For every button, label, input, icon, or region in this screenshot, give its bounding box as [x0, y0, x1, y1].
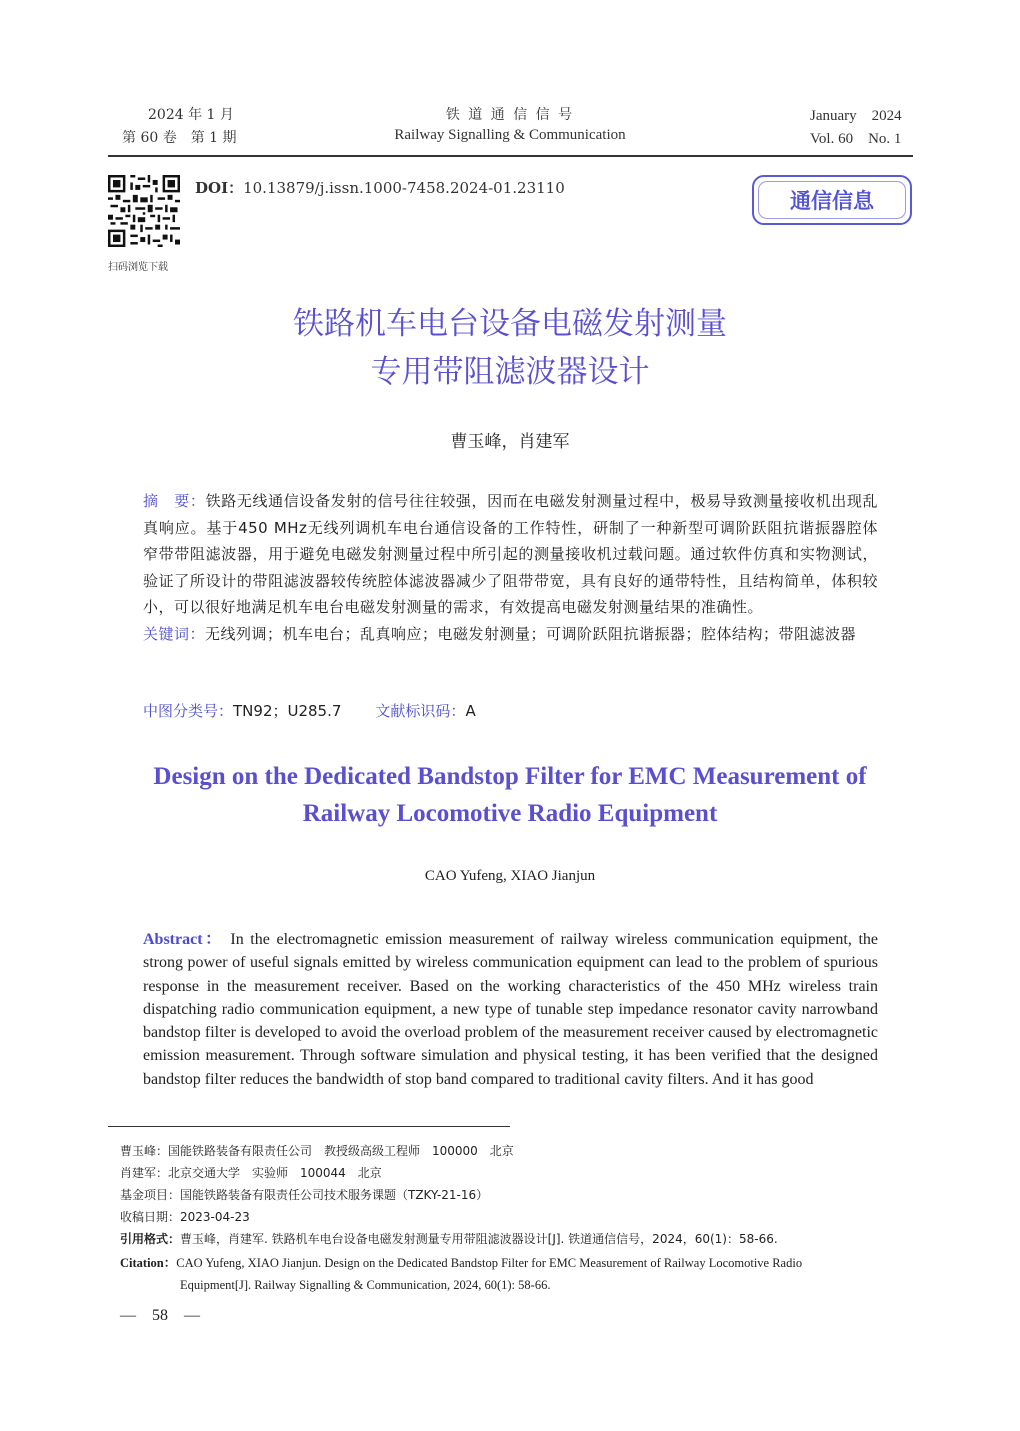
header-journal-en: Railway Signalling & Communication [394, 127, 626, 143]
title-en-line1: Design on the Dedicated Bandstop Filter for EMC Measurement of [153, 763, 867, 790]
title-en-line2: Railway Locomotive Radio Equipment [302, 800, 718, 827]
header-rule [108, 155, 913, 157]
cite-en-line2: Equipment[J]. Railway Signalling & Communication, 2024, 60(1): 58-66. [180, 1278, 551, 1292]
page-number: — 58 — [120, 1307, 201, 1324]
doi-line[interactable] [195, 177, 565, 198]
footnote-author2: 肖建军：北京交通大学 实验师 100044 北京 [120, 1166, 382, 1180]
title-cn-line1: 铁路机车电台设备电磁发射测量 [293, 306, 727, 342]
cite-cn-text: 曹玉峰，肖建军. 铁路机车电台设备电磁发射测量专用带阻滤波器设计[J]. 铁道通信信号，2024，60(1)：58-66. [180, 1232, 778, 1246]
header-date-en: January 2024 [810, 108, 902, 124]
cite-en-label: Citation： [120, 1256, 177, 1270]
abstract-en [143, 928, 878, 1091]
doi-label: DOI： [195, 179, 244, 197]
doc-code-label: 文献标识码： [375, 702, 466, 720]
title-cn [0, 300, 1020, 396]
header-journal-cn: 铁 道 通 信 信 号 [445, 107, 575, 123]
authors-en: CAO Yufeng, XIAO Jianjun [424, 868, 596, 884]
doc-code-value: A [465, 702, 476, 720]
header-volume-en: Vol. 60 No. 1 [810, 131, 902, 147]
abstract-cn-text: 铁路无线通信设备发射的信号往往较强，因而在电磁发射测量过程中，极易导致测量接收机出现乱真响应。基于450 MHz无线列调机车电台通信设备的工作特性，研制了一种新型可调阶跃阻抗谐振器腔体窄带带阻滤波器，用于避免电磁发射测量过程中所引起的测量接收机过载问题。通过软件仿真和实物测试，验证了所设计的带阻滤波器较传统腔体滤波器减少了阻带带宽，具有良好的通带特性，且结构简单，体积较小，可以很好地满足机车电台电磁发射测量的需求，有效提高电磁发射测量结果的准确性。 [143, 492, 878, 616]
footnote-rule [108, 1126, 510, 1127]
title-en [0, 758, 1020, 832]
footnote-cite-en [120, 1252, 912, 1296]
cite-cn-label: 引用格式： [120, 1232, 181, 1246]
abstract-en-text: In the electromagnetic emission measurement of railway wireless communication equipment, the strong power of useful signals emitted by wireless communication equipment can lead to the problem of spurious response in the measurement receiver. Based on the working characteristics of the 450 MHz wireless train dispatching radio communication equipment, a new type of tunable step impedance resonator cavity narrowband bandstop filter is developed to avoid the overload problem of the measurement receiver caused by electromagnetic emission measurement. Through software simulation and physical testing, it has been verified that the designed bandstop filter reduces the bandwidth of stop band compared to traditional cavity filters. And it has good [143, 931, 879, 1088]
header-date-cn: 2024 年 1 月 [148, 107, 234, 123]
abstract-cn [143, 488, 878, 647]
header-volume-cn: 第 60 卷 第 1 期 [122, 130, 237, 146]
abstract-en-label: Abstract： [143, 931, 224, 948]
title-cn-line2: 专用带阻滤波器设计 [370, 354, 650, 390]
footnote-fund: 基金项目：国能铁路装备有限责任公司技术服务课题（TZKY-21-16） [120, 1188, 489, 1202]
footnote-received: 收稿日期：2023-04-23 [120, 1210, 250, 1224]
qr-code-icon[interactable] [108, 175, 180, 247]
authors-cn: 曹玉峰，肖建军 [450, 432, 570, 452]
cite-en-line1: CAO Yufeng, XIAO Jianjun. Design on the Dedicated Bandstop Filter for EMC Measurement of Railway Locomotive Radio [176, 1256, 803, 1270]
clc-value: TN92；U285.7 [233, 702, 342, 720]
qr-caption: 扫码浏览下载 [108, 262, 168, 273]
category-badge-label: 通信信息 [790, 189, 874, 213]
doi-value[interactable]: 10.13879/j.issn.1000-7458.2024-01.23110 [243, 179, 565, 197]
classification-line [143, 700, 476, 721]
category-badge [752, 175, 912, 225]
keywords-cn-label: 关键词： [143, 624, 206, 643]
footnote-cite-cn [120, 1230, 778, 1247]
clc-label: 中图分类号： [143, 702, 234, 720]
footnote-author1: 曹玉峰：国能铁路装备有限责任公司 教授级高级工程师 100000 北京 [120, 1144, 514, 1158]
keywords-cn-text: 无线列调；机车电台；乱真响应；电磁发射测量；可调阶跃阻抗谐振器；腔体结构；带阻滤波器 [205, 624, 857, 643]
abstract-cn-label: 摘 要： [143, 492, 206, 510]
